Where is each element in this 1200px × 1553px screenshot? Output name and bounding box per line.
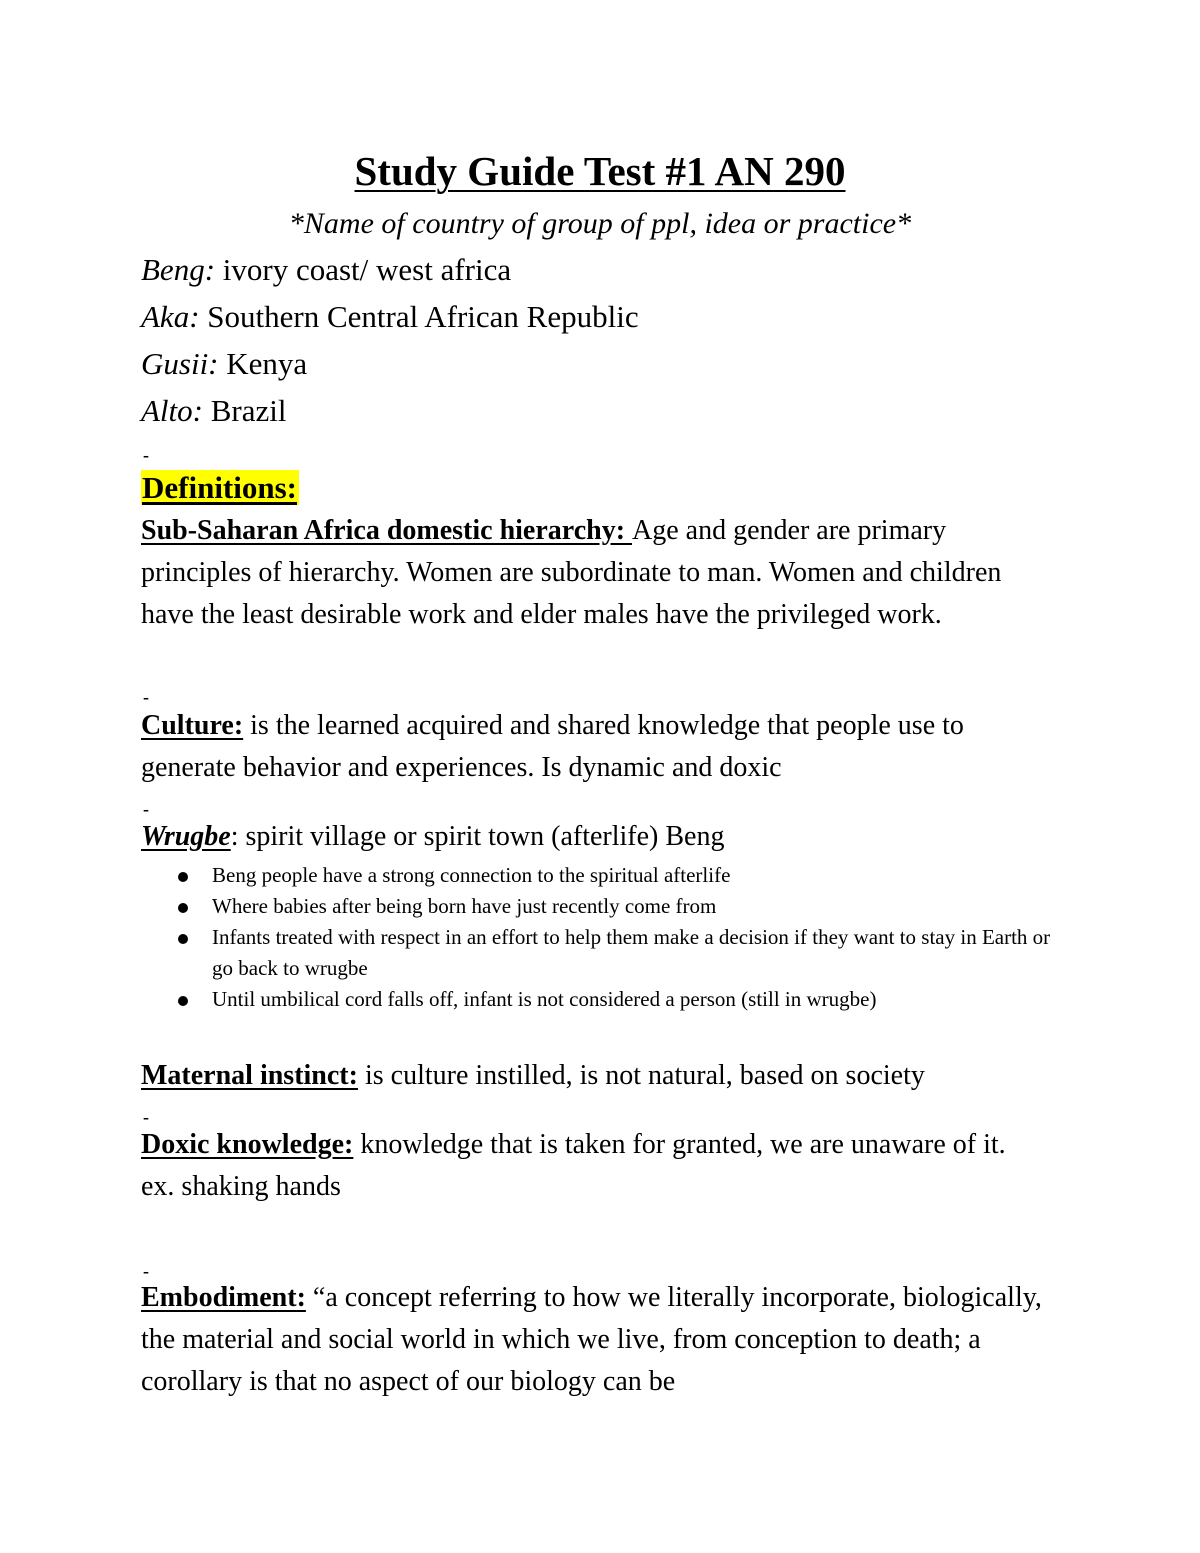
list-item bbox=[178, 984, 1058, 1015]
definitions-heading-text: Definitions: bbox=[142, 470, 297, 505]
term-label: Sub-Saharan Africa domestic hierarchy: bbox=[141, 515, 633, 546]
definition-culture bbox=[141, 705, 1061, 789]
list-item bbox=[178, 922, 1058, 984]
definition-text: is the learned acquired and shared knowledge that people use to generate behavior and experiences. Is dynamic and doxic bbox=[141, 710, 964, 783]
list-item-text: Where babies after being born have just recently come from bbox=[212, 894, 717, 918]
group-place: Southern Central African Republic bbox=[207, 299, 639, 334]
separator-dash: - bbox=[143, 1107, 149, 1127]
definition-text: is culture instilled, is not natural, based on society bbox=[357, 1060, 925, 1091]
definition-example: ex. shaking hands bbox=[141, 1171, 341, 1202]
definition-maternal-instinct bbox=[141, 1055, 1061, 1097]
group-beng bbox=[141, 250, 511, 290]
term-label: Wrugbe bbox=[141, 821, 231, 852]
definition-text: : spirit village or spirit town (afterlife) Beng bbox=[230, 821, 725, 852]
definitions-heading bbox=[141, 468, 299, 508]
term-label: Doxic knowledge: bbox=[141, 1129, 354, 1160]
term-label: Maternal instinct: bbox=[141, 1060, 358, 1091]
definition-text: “a concept referring to how we literally incorporate, biologically, the material and social world in which we live, from conception to death; a corollary is that no aspect of our biology can be bbox=[141, 1282, 1042, 1397]
definition-text: Age and gender are primary principles of hierarchy. Women are subordinate to man. Women and children have the least desirable work and elder males have the privileged work. bbox=[141, 515, 1002, 630]
group-name: Gusii: bbox=[141, 346, 219, 381]
wrugbe-bullet-list bbox=[178, 860, 1058, 1015]
bullet-icon bbox=[178, 934, 188, 944]
group-name: Aka: bbox=[141, 299, 200, 334]
page-subtitle: *Name of country of group of ppl, idea or practice* bbox=[288, 207, 912, 240]
separator-dash: - bbox=[143, 799, 149, 819]
list-item bbox=[178, 891, 1058, 922]
bullet-icon bbox=[178, 996, 188, 1006]
definition-embodiment bbox=[141, 1277, 1061, 1403]
definition-doxic-knowledge bbox=[141, 1124, 1061, 1208]
separator-dash: - bbox=[143, 1261, 149, 1281]
list-item-text: Beng people have a strong connection to the spiritual afterlife bbox=[212, 863, 731, 887]
list-item-text: Infants treated with respect in an effort to help them make a decision if they want to stay in Earth or go back to wrugbe bbox=[212, 925, 1051, 980]
bullet-icon bbox=[178, 872, 188, 882]
term-label: Culture: bbox=[141, 710, 244, 741]
group-place: Brazil bbox=[210, 393, 287, 428]
separator-dash: - bbox=[143, 687, 149, 707]
group-name: Beng: bbox=[141, 252, 216, 287]
group-alto bbox=[141, 391, 287, 431]
list-item bbox=[178, 860, 1058, 891]
definition-wrugbe bbox=[141, 816, 1061, 858]
separator-dash: - bbox=[143, 445, 149, 465]
definition-text: knowledge that is taken for granted, we are unaware of it. bbox=[353, 1129, 1006, 1160]
group-place: Kenya bbox=[226, 346, 308, 381]
group-gusii bbox=[141, 344, 307, 384]
definition-hierarchy bbox=[141, 510, 1061, 636]
group-name: Alto: bbox=[141, 393, 203, 428]
group-aka bbox=[141, 297, 639, 337]
page-title: Study Guide Test #1 AN 290 bbox=[354, 148, 846, 194]
bullet-icon bbox=[178, 903, 188, 913]
group-place: ivory coast/ west africa bbox=[222, 252, 512, 287]
list-item-text: Until umbilical cord falls off, infant is not considered a person (still in wrugbe) bbox=[212, 987, 877, 1011]
term-label: Embodiment: bbox=[141, 1282, 306, 1313]
